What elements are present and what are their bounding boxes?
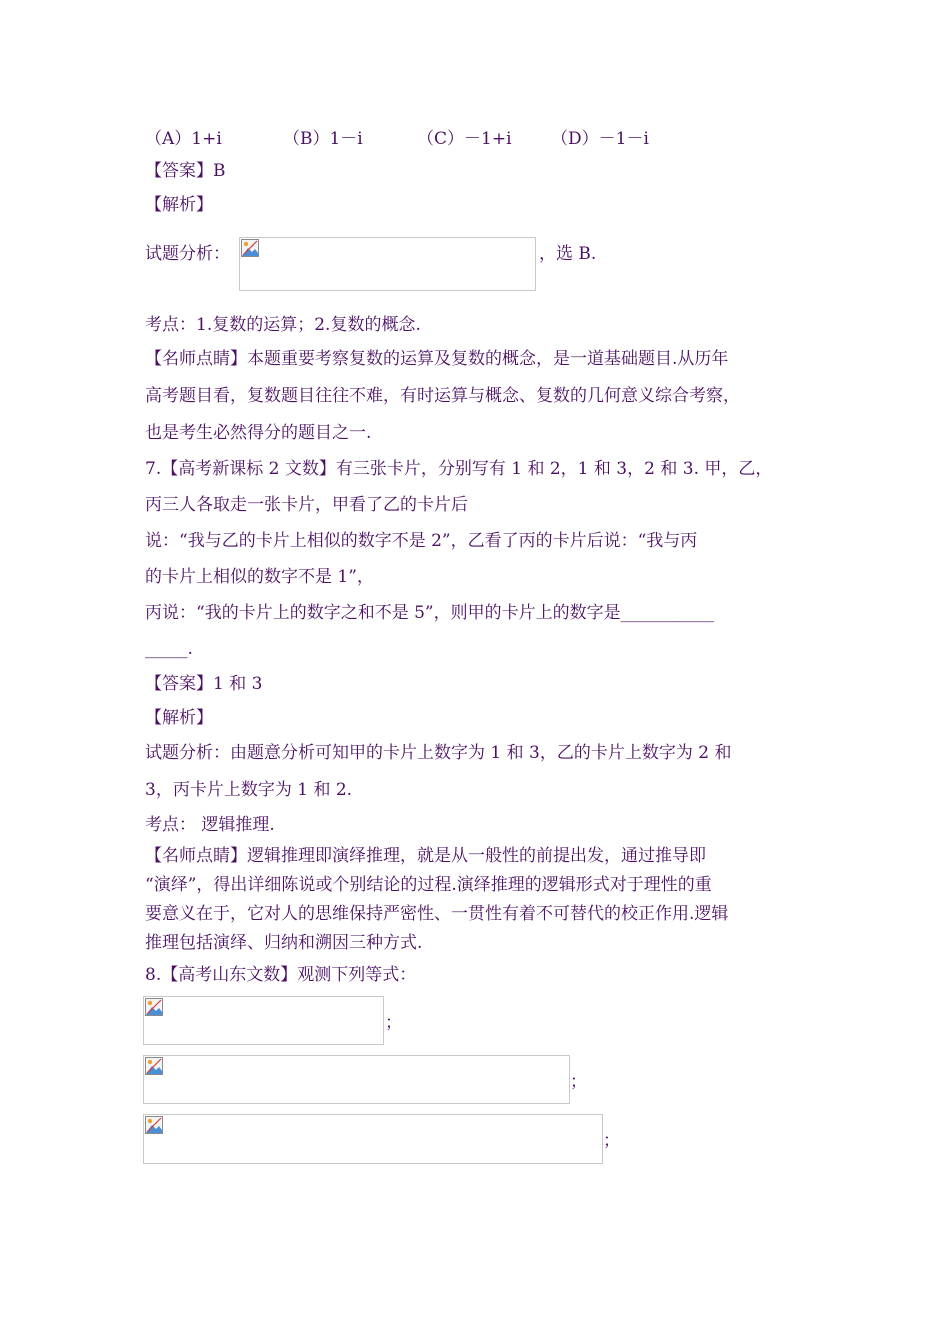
equation-2-separator: ； bbox=[570, 1072, 587, 1092]
q6-kaodian: 考点：1.复数的运算；2.复数的概念. bbox=[145, 315, 421, 335]
broken-image-icon bbox=[241, 239, 259, 257]
q7-mingshi-line-2: “演绎”，得出详细陈说或个别结论的过程.演绎推理的逻辑形式对于理性的重 bbox=[145, 875, 712, 895]
equation-3-separator: ； bbox=[603, 1131, 620, 1151]
option-b: （B）1－i bbox=[283, 129, 363, 149]
formula-image bbox=[239, 237, 536, 291]
q6-analysis-suffix: ，选 B. bbox=[539, 244, 597, 264]
q7-mingshi-line-4: 推理包括演绎、归纳和溯因三种方式. bbox=[145, 933, 423, 953]
equation-image-3 bbox=[143, 1114, 603, 1164]
q7-mingshi-line-1: 【名师点睛】逻辑推理即演绎推理，就是从一般性的前提出发，通过推导即 bbox=[145, 846, 706, 866]
q7-jiexi-heading: 【解析】 bbox=[145, 708, 213, 728]
q7-analysis-line-2: 3，丙卡片上数字为 1 和 2. bbox=[145, 780, 353, 800]
q6-mingshi-line-2: 高考题目看，复数题目往往不难，有时运算与概念、复数的几何意义综合考察， bbox=[145, 386, 740, 406]
q7-stem-line-4: 的卡片上相似的数字不是 1”， bbox=[145, 567, 374, 587]
option-a: （A）1+i bbox=[145, 129, 222, 149]
q6-answer: 【答案】B bbox=[145, 161, 226, 181]
q8-stem: 8.【高考山东文数】观测下列等式： bbox=[145, 965, 417, 985]
q6-mingshi-line-3: 也是考生必然得分的题目之一. bbox=[145, 423, 372, 443]
equation-1-separator: ； bbox=[385, 1013, 402, 1033]
q7-stem-line-5: 丙说：“我的卡片上的数字之和不是 5”，则甲的卡片上的数字是___________ bbox=[145, 603, 715, 623]
broken-image-icon bbox=[145, 1116, 163, 1134]
option-d: （D）－1－i bbox=[551, 129, 649, 149]
q7-stem-line-6: _____. bbox=[145, 639, 193, 659]
option-c: （C）－1+i bbox=[417, 129, 512, 149]
q6-analysis-prefix: 试题分析： bbox=[145, 244, 230, 264]
q7-stem-line-1: 7.【高考新课标 2 文数】有三张卡片，分别写有 1 和 2，1 和 3，2 和 3. 甲，乙， bbox=[145, 459, 773, 479]
equation-image-1 bbox=[143, 996, 384, 1045]
q7-stem-line-3: 说：“我与乙的卡片上相似的数字不是 2”，乙看了丙的卡片后说：“我与丙 bbox=[145, 531, 698, 551]
q7-mingshi-line-3: 要意义在于，它对人的思维保持严密性、一贯性有着不可替代的校正作用.逻辑 bbox=[145, 904, 729, 924]
q6-jiexi-heading: 【解析】 bbox=[145, 195, 213, 215]
broken-image-icon bbox=[145, 1057, 163, 1075]
q7-kaodian: 考点： 逻辑推理. bbox=[145, 815, 275, 835]
q6-mingshi-line-1: 【名师点睛】本题重要考察复数的运算及复数的概念，是一道基础题目.从历年 bbox=[145, 349, 729, 369]
q7-analysis-line-1: 试题分析：由题意分析可知甲的卡片上数字为 1 和 3，乙的卡片上数字为 2 和 bbox=[145, 743, 732, 763]
q7-stem-line-2: 丙三人各取走一张卡片，甲看了乙的卡片后 bbox=[145, 495, 468, 515]
q7-answer: 【答案】1 和 3 bbox=[145, 674, 263, 694]
broken-image-icon bbox=[145, 998, 163, 1016]
equation-image-2 bbox=[143, 1055, 570, 1104]
